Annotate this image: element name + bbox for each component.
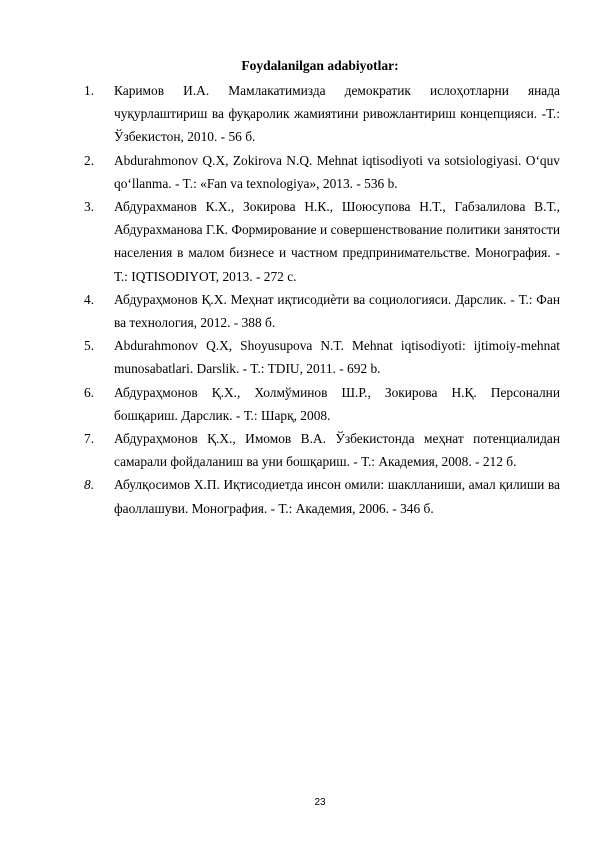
reference-number: 6. — [84, 384, 95, 400]
reference-text: Абдураҳмонов Қ.Х. Меҳнат иқтисодиѐти ва социологияси. Дарслик. - Т.: Фан ва технология, 2012. - 388 б. — [114, 291, 560, 331]
reference-item-6 — [84, 381, 560, 427]
reference-text: Абулқосимов Х.П. Иқтисодиетда инсон омили: шаклланиши, амал қилиши ва фаоллашуви. Монография. - Т.: Академия, 2006. - 346 б. — [114, 477, 560, 516]
reference-number: 5. — [84, 338, 95, 354]
reference-number: 3. — [84, 199, 95, 215]
reference-item-7 — [84, 427, 560, 473]
reference-text: Abdurahmonov Q.X, Zokirova N.Q. Mehnat iqtisodiyoti va sotsiologiyasi. O‘quv qo‘llanma. - T.: «Fan va texnologiya», 2013. - 536 b. — [114, 152, 560, 191]
reference-text: Абдурахманов К.Х., Зокирова Н.К., Шоюсупова Н.Т., Габзалилова В.Т., Абдурахманова Г.К. Формирование и совершенствование политики занятости населения в малом бизнесе и частном предпринимательстве. Монография. - Т.: IQTISODIYOT, 2013. - 272 с. — [114, 199, 560, 284]
reference-number: 4. — [84, 291, 95, 307]
reference-number: 8. — [84, 477, 95, 493]
reference-number: 2. — [84, 152, 95, 168]
reference-text: Каримов И.А. Мамлакатимизда демократик ислоҳотларни янада чуқурлаштириш ва фуқаролик жамиятини ривожлантириш концепцияси. -Т.: Ўзбекистон, 2010. - 56 б. — [114, 83, 560, 145]
page-title: Foydalanilgan adabiyotlar: — [241, 58, 399, 73]
reference-text: Абдураҳмонов Қ.Х., Холмўминов Ш.Р., Зокирова Н.Қ. Персонални бошқариш. Дарслик. - Т.: Шарқ, 2008. — [114, 384, 560, 423]
reference-item-4 — [84, 288, 560, 334]
reference-number: 7. — [84, 431, 95, 447]
reference-list — [84, 79, 560, 520]
reference-item-3 — [84, 195, 560, 288]
reference-item-1 — [84, 79, 560, 149]
reference-item-5 — [84, 334, 560, 380]
reference-text: Абдураҳмонов Қ.Х., Имомов В.А. Ўзбекистонда меҳнат потенциалидан самарали фойдаланиш ва уни бошқариш. - Т.: Академия, 2008. - 212 б. — [114, 431, 560, 470]
reference-item-2 — [84, 149, 560, 195]
reference-text: Abdurahmonov Q.X, Shoyusupova N.T. Mehnat iqtisodiyoti: ijtimoiy-mehnat munosabatlari. Darslik. - T.: TDIU, 2011. - 692 b. — [114, 338, 560, 377]
reference-number: 1. — [84, 83, 95, 98]
reference-item-8 — [84, 473, 560, 519]
page-number: 23 — [314, 797, 326, 808]
